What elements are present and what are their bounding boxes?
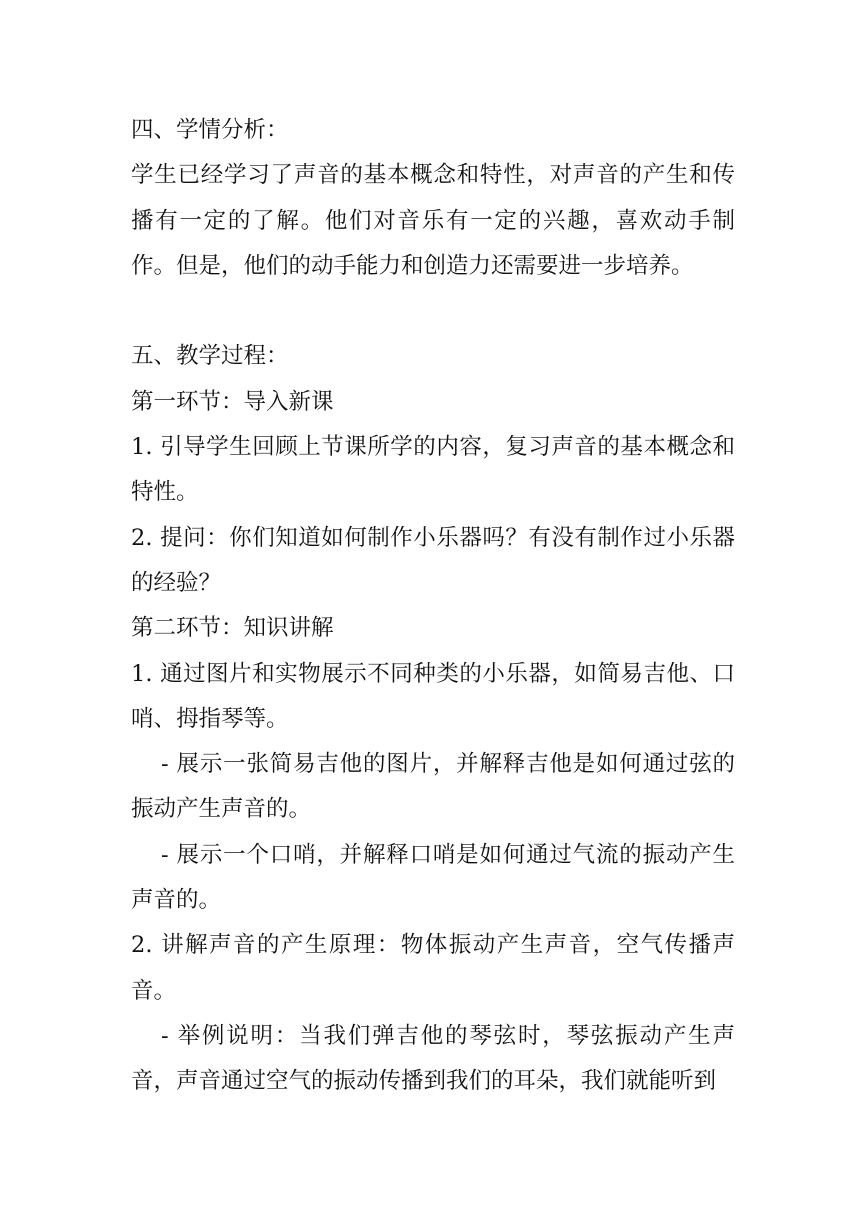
knowledge-step-1-guitar: - 展示一张简易吉他的图片，并解释吉他是如何通过弦的振动产生声音的。	[131, 751, 735, 823]
knowledge-step-1: 1. 通过图片和实物展示不同种类的小乐器，如简易吉他、口哨、拇指琴等。	[131, 660, 735, 732]
document-body	[131, 108, 735, 1105]
knowledge-step-1-whistle: - 展示一个口哨，并解释口哨是如何通过气流的振动产生声音的。	[131, 841, 735, 914]
intro-step-2: 2. 提问：你们知道如何制作小乐器吗？有没有制作过小乐器的经验？	[131, 524, 735, 596]
stage-title-intro: 第一环节：导入新课	[131, 388, 334, 415]
section-heading-teaching-process: 五、教学过程：	[131, 343, 289, 370]
knowledge-step-2-example: - 举例说明：当我们弹吉他的琴弦时，琴弦振动产生声音，声音通过空气的振动传播到我们的耳朵，我们就能听到	[131, 1022, 735, 1095]
paragraph-spacer	[131, 289, 735, 334]
stage-title-knowledge: 第二环节：知识讲解	[131, 615, 334, 642]
knowledge-step-2: 2. 讲解声音的产生原理：物体振动产生声音，空气传播声音。	[131, 932, 735, 1004]
section-heading-learner-analysis: 四、学情分析：	[131, 117, 289, 143]
intro-step-1: 1. 引导学生回顾上节课所学的内容，复习声音的基本概念和特性。	[131, 434, 735, 506]
learner-analysis-paragraph: 学生已经学习了声音的基本概念和特性，对声音的产生和传播有一定的了解。他们对音乐有一定的兴趣，喜欢动手制作。但是，他们的动手能力和创造力还需要进一步培养。	[131, 162, 735, 279]
